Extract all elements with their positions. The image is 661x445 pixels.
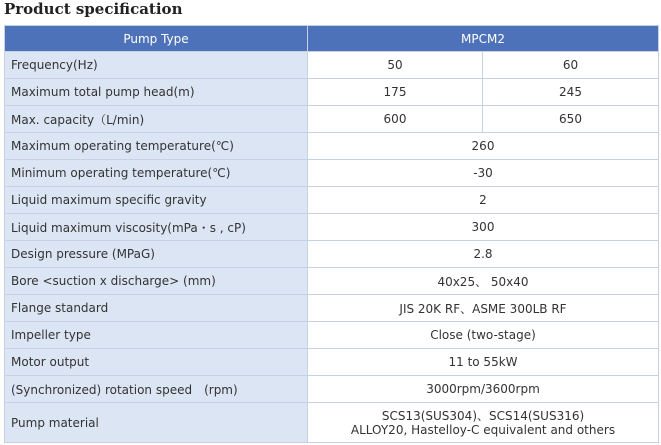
table-row <box>5 187 659 214</box>
row-value: 40x25、 50x40 <box>308 268 659 295</box>
row-value-50hz: 600 <box>308 106 483 133</box>
row-label: Max. capacity（L/min) <box>5 106 308 133</box>
row-value: 2.8 <box>308 241 659 268</box>
row-value: -30 <box>308 160 659 187</box>
table-row <box>5 133 659 160</box>
row-label: Minimum operating temperature(℃) <box>5 160 308 187</box>
table-row <box>5 376 659 403</box>
row-value: JIS 20K RF、ASME 300LB RF <box>308 295 659 322</box>
row-label: Bore <suction x discharge> (mm) <box>5 268 308 295</box>
table-row <box>5 403 659 443</box>
table-row <box>5 79 659 106</box>
specification-table <box>4 25 659 443</box>
row-value-50hz: 50 <box>308 52 483 79</box>
row-label: Frequency(Hz) <box>5 52 308 79</box>
row-label: Impeller type <box>5 322 308 349</box>
row-value: 11 to 55kW <box>308 349 659 376</box>
table-row <box>5 214 659 241</box>
row-value-60hz: 650 <box>483 106 659 133</box>
table-row <box>5 295 659 322</box>
page-title: Product specification <box>4 0 183 18</box>
header-model: MPCM2 <box>308 26 659 52</box>
table-row <box>5 106 659 133</box>
table-header-row <box>5 26 659 52</box>
table-row <box>5 241 659 268</box>
row-value-50hz: 175 <box>308 79 483 106</box>
row-label: Design pressure (MPaG) <box>5 241 308 268</box>
row-label: Maximum total pump head(m) <box>5 79 308 106</box>
table-row <box>5 268 659 295</box>
row-value-60hz: 60 <box>483 52 659 79</box>
row-value-60hz: 245 <box>483 79 659 106</box>
material-line-2: ALLOY20, Hastelloy-C equivalent and others <box>350 422 616 437</box>
row-value-multiline <box>308 403 659 443</box>
row-label: Maximum operating temperature(℃) <box>5 133 308 160</box>
table-row <box>5 160 659 187</box>
row-value: 2 <box>308 187 659 214</box>
row-label: Liquid maximum specific gravity <box>5 187 308 214</box>
row-value: 260 <box>308 133 659 160</box>
row-label: Pump material <box>5 403 308 443</box>
row-label: Flange standard <box>5 295 308 322</box>
row-label: Liquid maximum viscosity(mPa・s , cP) <box>5 214 308 241</box>
row-value: 300 <box>308 214 659 241</box>
table-row <box>5 349 659 376</box>
header-pump-type-label: Pump Type <box>5 26 308 52</box>
row-label: Motor output <box>5 349 308 376</box>
table-row <box>5 322 659 349</box>
row-value: 3000rpm/3600rpm <box>308 376 659 403</box>
row-value: Close (two-stage) <box>308 322 659 349</box>
material-line-1: SCS13(SUS304)、SCS14(SUS316) <box>381 408 585 423</box>
row-label: (Synchronized) rotation speed (rpm) <box>5 376 308 403</box>
table-row <box>5 52 659 79</box>
